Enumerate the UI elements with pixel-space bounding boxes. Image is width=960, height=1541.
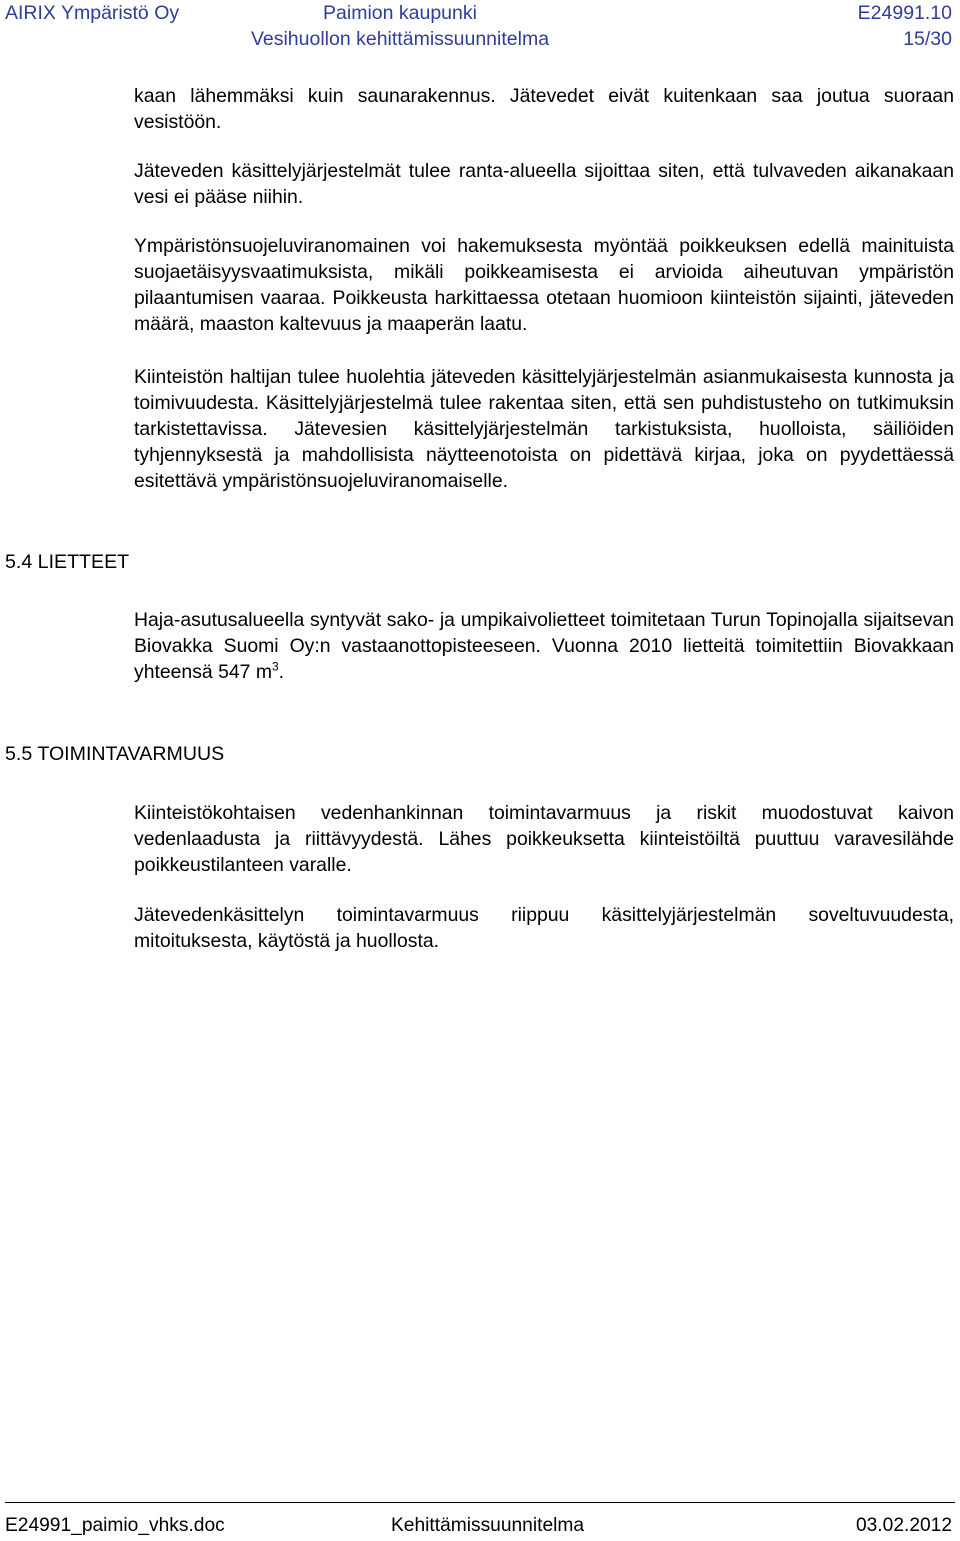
header-page-number: 15/30: [903, 28, 952, 50]
header-report-title: Vesihuollon kehittämissuunnitelma: [250, 28, 550, 50]
footer-date: 03.02.2012: [855, 1515, 952, 1536]
paragraph-text: Ympäristönsuojeluviranomainen voi hakemuksesta myöntää poikkeuksen edellä mainituista suojaetäisyysvaatimuksista, mikäli poikkeamisesta ei arvioida aiheutuvan ympäristön pilaantumisen vaaraa. Poikkeusta harkittaessa otetaan huomioon kiinteistön sijainti, jäteveden määrä, maaston kaltevuus ja maaperän laatu.: [134, 235, 954, 335]
paragraph-maintenance: [134, 364, 954, 494]
section-heading-lietteet: 5.4 LIETTEET: [5, 551, 130, 573]
header-client: Paimion kaupunki: [323, 2, 477, 24]
paragraph-text: Kiinteistökohtaisen vedenhankinnan toimintavarmuus ja riskit muodostuvat kaivon vedenlaadusta ja riittävyydestä. Lähes poikkeuksetta kiinteistöiltä puuttuu varavesilähde poikkeustilanteen varalle.: [134, 802, 954, 876]
paragraph-text: Jätevedenkäsittelyn toimintavarmuus riippuu käsittelyjärjestelmän soveltuvuudesta, mitoituksesta, käytöstä ja huollosta.: [134, 904, 954, 952]
paragraph-wastewater-reliability: [134, 902, 954, 954]
header-right: [858, 0, 952, 52]
header-project-code: E24991.10: [857, 2, 952, 24]
section-heading-toimintavarmuus: 5.5 TOIMINTAVARMUUS: [5, 743, 225, 765]
sludge-text-end: .: [278, 661, 285, 683]
sludge-text: Haja-asutusalueella syntyvät sako- ja umpikaivolietteet toimitetaan Turun Topinojalla sijaitsevan Biovakka Suomi Oy:n vastaanottopisteeseen. Vuonna 2010 lietteitä toimitettiin Biovakkaan yhteensä 547 m: [134, 609, 954, 683]
paragraph-continuation: [134, 83, 954, 135]
paragraph-text: kaan lähemmäksi kuin saunarakennus. Jätevedet eivät kuitenkaan saa joutua suoraan vesistöön.: [134, 85, 954, 133]
paragraph-sludge: [134, 607, 954, 685]
superscript-cubic: 3: [271, 659, 279, 674]
paragraph-text: Jäteveden käsittelyjärjestelmät tulee ranta-alueella sijoittaa siten, että tulvaveden aikanakaan vesi ei pääse niihin.: [134, 160, 954, 208]
page-footer: [0, 1502, 960, 1541]
footer-document-type: Kehittämissuunnitelma: [391, 1515, 585, 1536]
page-header: [0, 0, 960, 52]
footer-file-name: E24991_paimio_vhks.doc: [5, 1515, 225, 1536]
paragraph-text: Kiinteistön haltijan tulee huolehtia jäteveden käsittelyjärjestelmän asianmukaisesta kunnosta ja toimivuudesta. Käsittelyjärjestelmä tulee rakentaa siten, että sen puhdistusteho on tutkimuksin tarkistettavissa. Jätevesien käsittelyjärjestelmän tarkistuksista, huolloista, säiliöiden tyhjennyksestä ja mahdollisista näytteenotoista on pidettävä kirjaa, joka on pyydettäessä esitettävä ympäristönsuojeluviranomaiselle.: [134, 366, 954, 492]
footer-divider: [5, 1502, 955, 1503]
header-company: AIRIX Ympäristö Oy: [5, 2, 180, 24]
paragraph-water-supply: [134, 800, 954, 878]
paragraph-exemption: [134, 233, 954, 337]
paragraph-flooding: [134, 158, 954, 210]
paragraph-text: [134, 607, 954, 685]
header-center: [0, 0, 800, 52]
